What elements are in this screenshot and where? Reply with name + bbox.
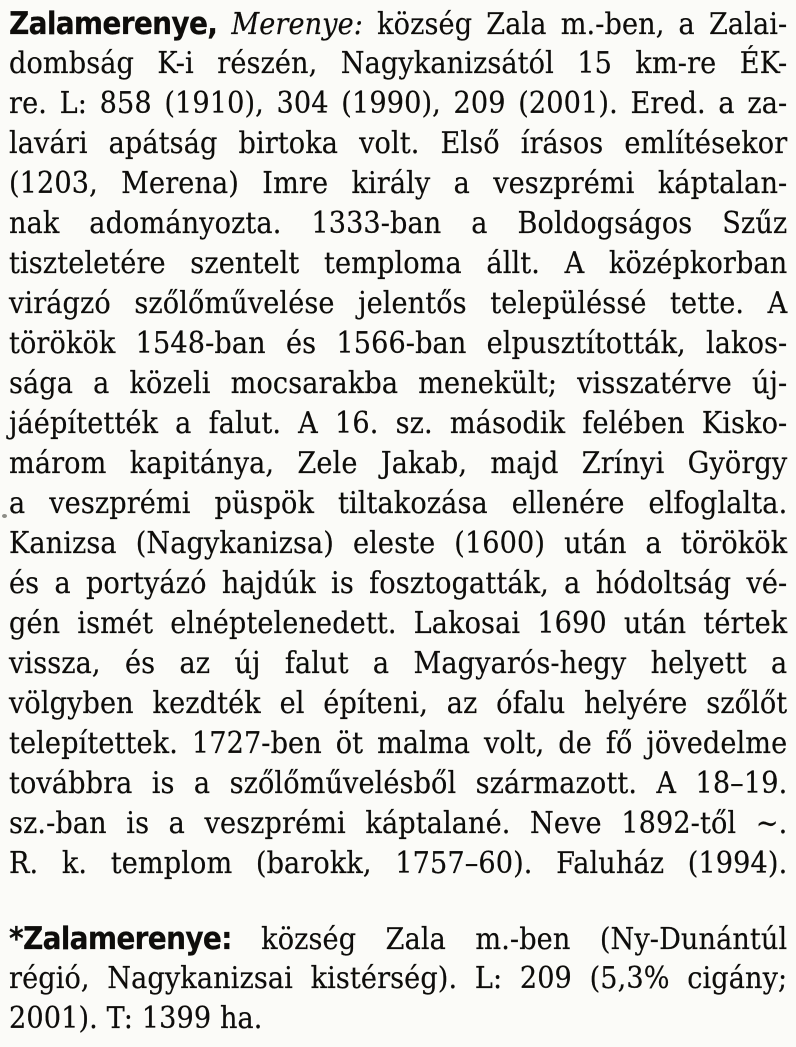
- text-line: virágzó szőlőművelése jelentős településsé tette. A: [9, 286, 788, 321]
- encyclopedia-entry-zalamerenye-region: [9, 919, 787, 1039]
- text-run: község Zala m.-ben, a Zalai-: [363, 7, 788, 42]
- text-line: telepítettek. 1727-ben öt malma volt, de fő jövedelme: [9, 726, 788, 761]
- entry-variant-name: Merenye:: [217, 7, 364, 42]
- entry-headword: Zalamerenye,: [9, 6, 218, 42]
- text-line: nak adományozta. 1333-ban a Boldogságos Szűz: [9, 206, 788, 241]
- text-line: gén ismét elnéptelenedett. Lakosai 1690 után tértek: [9, 606, 788, 641]
- text-line: jáépítették a falut. A 16. sz. második felében Kisko-: [9, 406, 788, 441]
- text-column: [9, 4, 787, 1039]
- text-line: dombság K-i részén, Nagykanizsától 15 km-re ÉK-: [9, 46, 788, 81]
- text-line: [9, 4, 787, 44]
- text-line: a veszprémi püspök tiltakozása ellenére elfoglalta.: [9, 486, 788, 521]
- text-line: továbbra is a szőlőművelésből származott. A 18–19.: [9, 766, 788, 801]
- text-line: Kanizsa (Nagykanizsa) eleste (1600) után a törökök: [9, 526, 788, 561]
- text-line: és a portyázó hajdúk is fosztogatták, a hódoltság vé-: [9, 566, 788, 601]
- text-line: R. k. templom (barokk, 1757–60). Faluház (1994).: [9, 846, 788, 881]
- text-run: község Zala m.-ben (Ny-Dunántúl: [231, 922, 788, 957]
- text-line: 2001). T: 1399 ha.: [9, 1001, 263, 1036]
- encyclopedia-entry-zalamerenye: [9, 4, 787, 884]
- text-line: márom kapitánya, Zele Jakab, majd Zrínyi György: [9, 446, 788, 481]
- text-line: sz.-ban is a veszprémi káptalané. Neve 1892-től ~.: [9, 806, 788, 841]
- text-line: (1203, Merena) Imre király a veszprémi káptalan-: [9, 166, 788, 201]
- entry-headword: *Zalamerenye:: [9, 921, 232, 957]
- text-line: vissza, és az új falut a Magyarós-hegy helyett a: [9, 646, 788, 681]
- text-line: tiszteletére szentelt temploma állt. A középkorban: [9, 246, 788, 281]
- text-line: törökök 1548-ban és 1566-ban elpusztították, lakos-: [9, 326, 788, 361]
- text-line: lavári apátság birtoka volt. Első írásos említésekor: [9, 126, 788, 161]
- scan-speck: [2, 514, 7, 518]
- text-line: régió, Nagykanizsai kistérség). L: 209 (5,3% cigány;: [9, 961, 788, 996]
- text-line: völgyben kezdték el építeni, az ófalu helyére szőlőt: [9, 686, 788, 721]
- text-line: [9, 919, 787, 959]
- text-line: re. L: 858 (1910), 304 (1990), 209 (2001). Ered. a za-: [9, 86, 788, 121]
- text-line: sága a közeli mocsarakba menekült; visszatérve új-: [9, 366, 788, 401]
